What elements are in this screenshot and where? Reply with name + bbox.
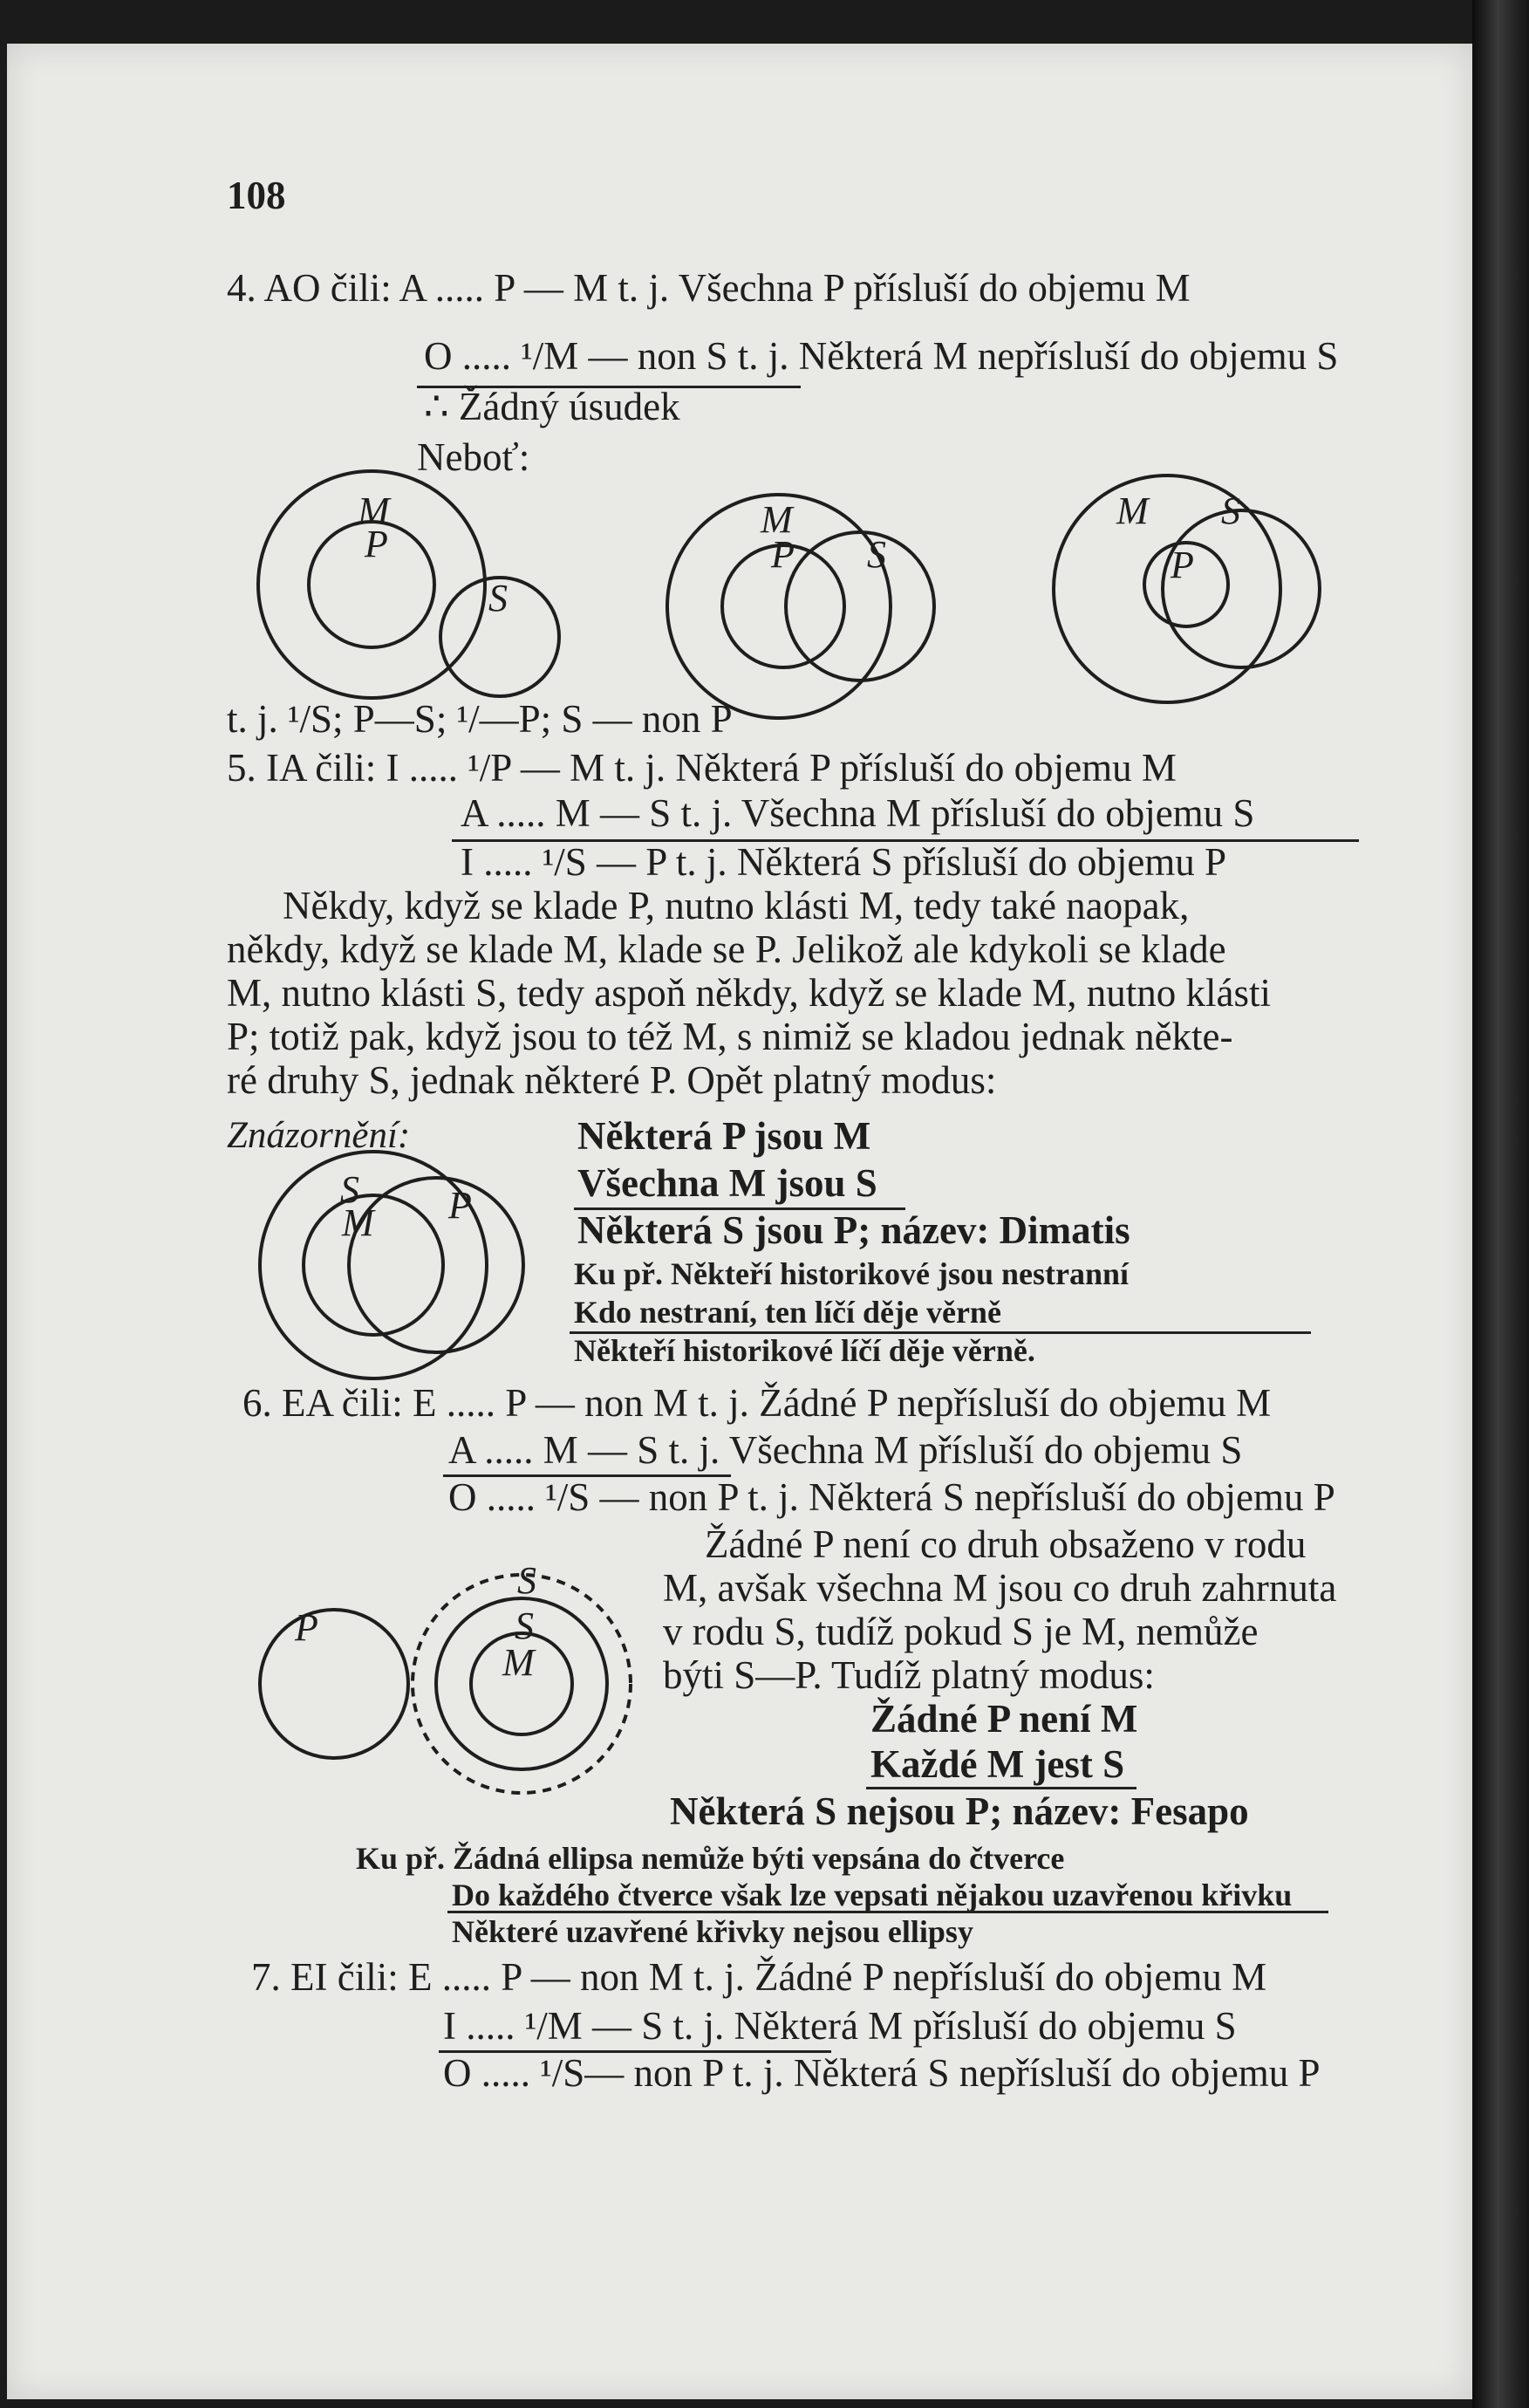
label-m: M (761, 498, 793, 541)
label-p: P (448, 1184, 472, 1227)
s5-example-1: Ku př. Někteří historikové jsou nestranní (574, 1256, 1130, 1291)
s5-line-3: I ..... ¹/S — P t. j. Některá S přísluší do objemu P (461, 840, 1227, 884)
s4-line-2: O ..... ¹/M — non S t. j. Některá M nepřísluší do objemu S (424, 334, 1339, 378)
label-s: S (340, 1168, 359, 1211)
label-s: S (515, 1604, 534, 1647)
book-page (7, 44, 1472, 2399)
s4-line-3: ∴ Žádný úsudek (424, 385, 680, 428)
s6-example-3: Některé uzavřené křivky nejsou ellipsy (452, 1914, 973, 1949)
s5-line-2: A ..... M — S t. j. Všechna M přísluší do objemu S (461, 791, 1255, 835)
s6-mood-1: Žádné P není M (870, 1697, 1138, 1741)
s5-example-3: Někteří historikové líčí děje věrně. (574, 1333, 1035, 1368)
label-p: P (295, 1606, 318, 1649)
label-p: P (1171, 544, 1194, 586)
s6-mood-2: Každé M jest S (870, 1742, 1125, 1786)
label-s: S (1221, 489, 1240, 532)
s5-illustration-label: Znázornění: (227, 1115, 411, 1156)
s6-para-3: v rodu S, tudíž pokud S je M, nemůže (663, 1610, 1259, 1653)
s5-para-2: někdy, když se klade M, klade se P. Jelikož ale kdykoli se klade (227, 927, 1226, 971)
s5-para-1: Někdy, když se klade P, nutno klásti M, tedy také naopak, (283, 884, 1190, 927)
s6-line-3: O ..... ¹/S — non P t. j. Některá S nepřísluší do objemu P (448, 1475, 1335, 1519)
label-s: S (488, 577, 508, 619)
label-m: M (1116, 489, 1149, 532)
s4-line-1: 4. AO čili: A ..... P — M t. j. Všechna P přísluší do objemu M (227, 266, 1191, 310)
label-m: M (342, 1201, 374, 1244)
label-m: M (358, 489, 390, 532)
s6-example-1: Ku př. Žádná ellipsa nemůže býti vepsána do čtverce (356, 1841, 1065, 1876)
label-s: S (517, 1559, 536, 1602)
s5-mood-2: Všechna M jsou S (577, 1161, 877, 1205)
s5-mood-1: Některá P jsou M (577, 1114, 871, 1158)
s6-para-1: Žádné P není co druh obsaženo v rodu (705, 1522, 1307, 1566)
s7-line-2: I ..... ¹/M — S t. j. Některá M přísluší do objemu S (443, 2004, 1237, 2048)
s5-example-2: Kdo nestraní, ten líčí děje věrně (574, 1295, 1001, 1330)
s5-mood-3: Některá S jsou P; název: Dimatis (577, 1208, 1130, 1252)
s5-para-4: P; totiž pak, když jsou to též M, s nimiž se kladou jednak někte- (227, 1015, 1233, 1058)
s7-line-3: O ..... ¹/S— non P t. j. Některá S nepřísluší do objemu P (443, 2051, 1321, 2095)
page-number: 108 (227, 174, 286, 217)
s6-line-2: A ..... M — S t. j. Všechna M přísluší do objemu S (448, 1428, 1243, 1472)
s5-para-3: M, nutno klásti S, tedy aspoň někdy, když se klade M, nutno klásti (227, 971, 1271, 1015)
s4-line-5: t. j. ¹/S; P—S; ¹/—P; S — non P (227, 697, 733, 741)
label-s: S (867, 533, 886, 576)
s6-mood-3: Některá S nejsou P; název: Fesapo (670, 1789, 1249, 1833)
label-p: P (365, 523, 388, 565)
book-spine (1472, 0, 1529, 2408)
label-m: M (502, 1641, 535, 1684)
s7-line-1: 7. EI čili: E ..... P — non M t. j. Žádné P nepřísluší do objemu M (251, 1955, 1267, 1999)
s5-para-5: ré druhy S, jednak některé P. Opět platný modus: (227, 1058, 997, 1102)
s5-line-1: 5. IA čili: I ..... ¹/P — M t. j. Některá P přísluší do objemu M (227, 746, 1177, 790)
s4-line-4: Neboť: (417, 435, 530, 479)
label-p: P (771, 533, 795, 576)
s6-para-2: M, avšak všechna M jsou co druh zahrnuta (663, 1566, 1337, 1610)
s6-para-4: býti S—P. Tudíž platný modus: (663, 1653, 1155, 1697)
s6-line-1: 6. EA čili: E ..... P — non M t. j. Žádné P nepřísluší do objemu M (242, 1381, 1272, 1425)
s6-example-2: Do každého čtverce však lze vepsati nějakou uzavřenou křivku (452, 1878, 1293, 1912)
